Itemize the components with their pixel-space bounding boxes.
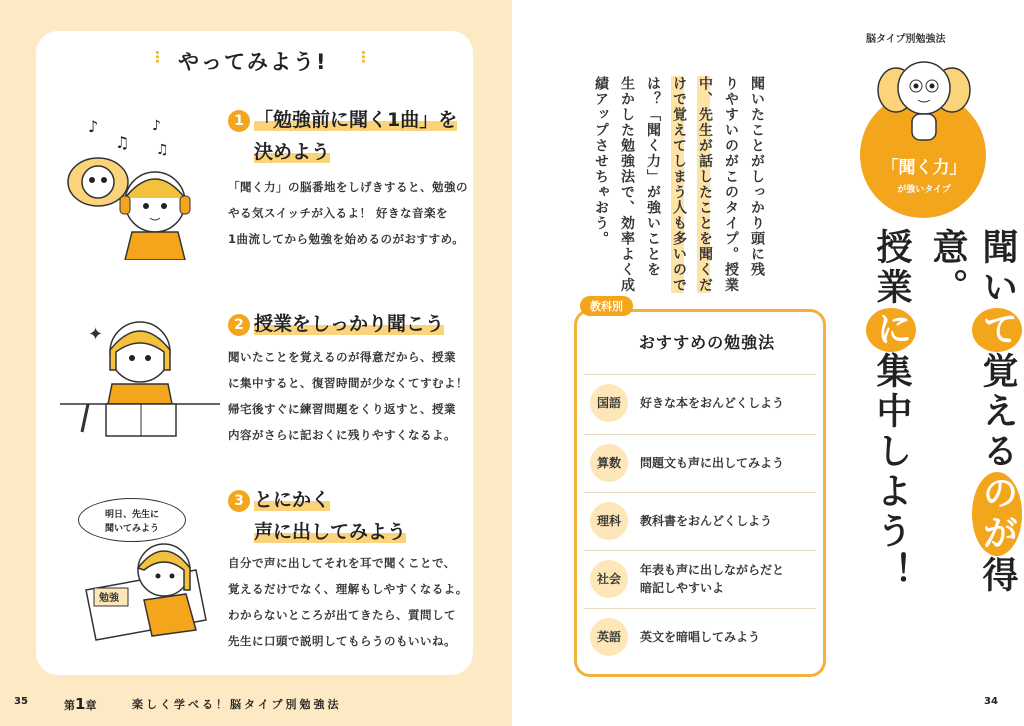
step-3-body: 自分で声に出してそれを耳で聞くことで、 覚えるだけでなく、理解もしやすくなるよ。 わからないところが出てきたら、質問して 先生に口頭で説明してもらうのもいいね。 bbox=[228, 556, 468, 648]
sparkle-icon: ⋮ bbox=[150, 48, 165, 66]
subject-tip: 年表も声に出しながらだと 暗記しやすいよ bbox=[640, 562, 785, 595]
step-3 bbox=[228, 484, 468, 548]
step-number: 1 bbox=[228, 110, 250, 132]
step-1-title: 1 「勉強前に聞く1曲」を bbox=[228, 104, 468, 136]
step-1-title-line2: 決めよう bbox=[254, 141, 331, 163]
step-1-body: 「聞く力」の脳番地をしげきすると、勉強の やる気スイッチが入るよ！ 好きな音楽を 1曲流してから勉強を始めるのがおすすめ。 bbox=[228, 180, 468, 246]
intro-text: 聞いたことがしっかり頭に残 りやすいのがこのタイプ。授業 中、先生が話したことを聞くだ けで覚えてしまう人も多いので は？「聞く力」が強いことを 生かした勉強法で、効率よく成 績アップさせちゃおう。 bbox=[593, 76, 765, 293]
headline-column-1: 聞いて覚えるのが得意。 bbox=[922, 228, 1022, 648]
page-number-left: 35 bbox=[14, 696, 28, 707]
card-title: やってみよう! bbox=[178, 50, 328, 74]
music-note-icon: ♪ bbox=[88, 117, 99, 136]
book-label: 勉強 bbox=[99, 593, 119, 604]
reading-girl-illustration bbox=[66, 530, 226, 642]
step-3-title: 3 とにかく bbox=[228, 484, 468, 516]
badge-top-label: 脳タイプ別勉強法 bbox=[866, 34, 946, 45]
speech-bubble: 明日、先生に 聞いてみよう bbox=[78, 498, 186, 542]
subject-row bbox=[584, 374, 816, 430]
step-2 bbox=[228, 308, 468, 340]
step-3-title-line2: 声に出してみよう bbox=[254, 521, 407, 543]
step-number: 2 bbox=[228, 314, 250, 336]
subject-tip: 英文を暗唱してみよう bbox=[640, 629, 761, 644]
headphones-girl-illustration bbox=[60, 110, 210, 260]
subject-row bbox=[584, 434, 816, 490]
page-number-right: 34 bbox=[984, 696, 998, 707]
subject-row bbox=[584, 550, 816, 606]
subject-heading: おすすめの勉強法 bbox=[638, 333, 776, 352]
sparkle-icon: ✦ bbox=[88, 324, 104, 345]
subject-row bbox=[584, 492, 816, 548]
subject-name: 社会 bbox=[590, 560, 628, 598]
subject-name: 理科 bbox=[590, 502, 628, 540]
badge-subtitle: が強いタイプ bbox=[897, 185, 951, 195]
headline-column-2: 授業に集中しよう！ bbox=[866, 228, 916, 648]
subject-tip: 好きな本をおんどくしよう bbox=[640, 395, 785, 410]
subject-tag: 教科別 bbox=[580, 296, 633, 316]
subject-name: 算数 bbox=[590, 444, 628, 482]
sparkle-icon: ⋮ bbox=[356, 48, 371, 66]
step-2-title: 2 授業をしっかり聞こう bbox=[228, 308, 468, 340]
chapter-label: 第1章 bbox=[64, 695, 97, 713]
subject-row bbox=[584, 608, 816, 664]
footer-title: 楽しく学べる！脳タイプ別勉強法 bbox=[132, 698, 342, 711]
subject-tip: 教科書をおんどくしよう bbox=[640, 513, 773, 528]
music-note-icon: ♪ bbox=[152, 118, 161, 134]
subject-name: 英語 bbox=[590, 618, 628, 656]
music-note-icon: ♫ bbox=[156, 142, 169, 158]
step-number: 3 bbox=[228, 490, 250, 512]
step-2-body: 聞いたことを覚えるのが得意だから、授業 に集中すると、復習時間が少なくてすむよ！ 帰宅後すぐに練習問題をくり返すと、授業 内容がさらに記おくに残りやすくなるよ。 bbox=[228, 350, 468, 442]
badge-title: 「聞く力」 bbox=[881, 158, 967, 178]
step-1 bbox=[228, 104, 468, 168]
mascot-illustration bbox=[876, 48, 972, 148]
music-note-icon: ♫ bbox=[115, 133, 130, 152]
subject-name: 国語 bbox=[590, 384, 628, 422]
subject-tip: 問題文も声に出してみよう bbox=[640, 455, 785, 470]
desk-girl-illustration bbox=[60, 300, 220, 450]
